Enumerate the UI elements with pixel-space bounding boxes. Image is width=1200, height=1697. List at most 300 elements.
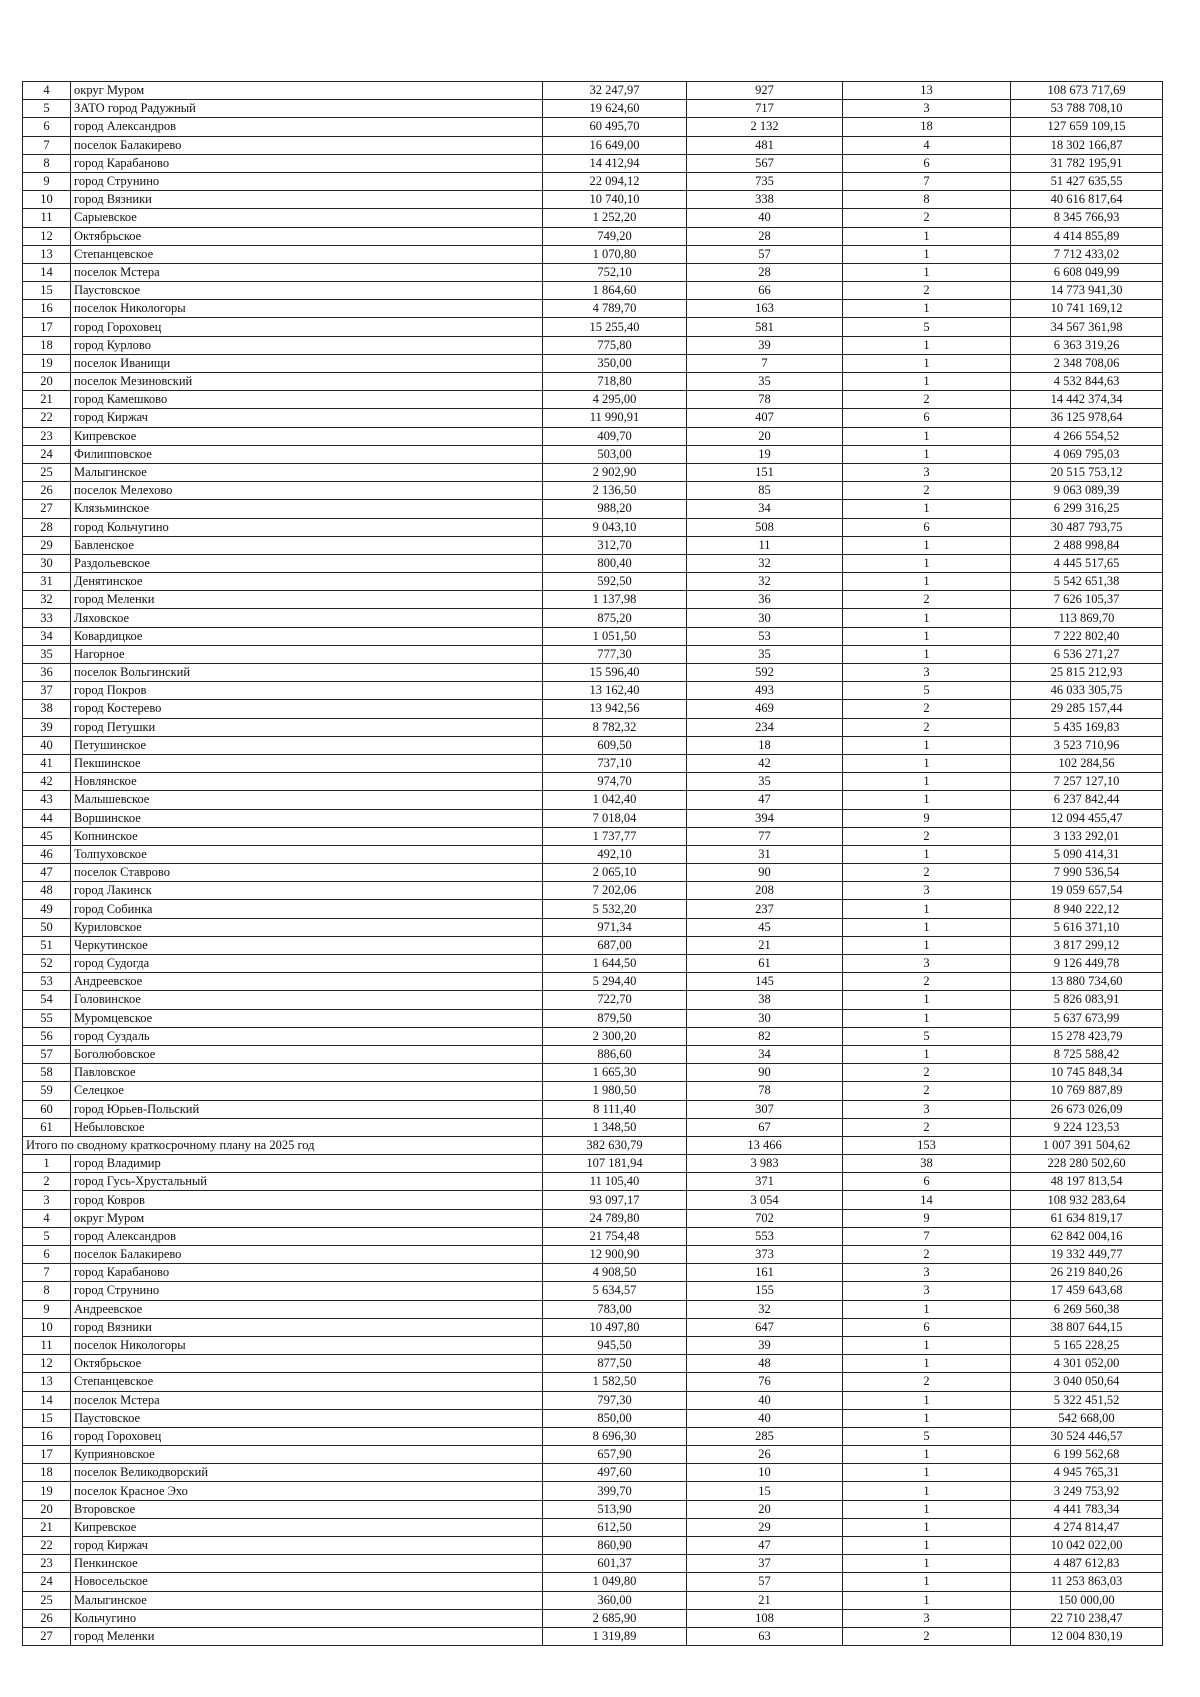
area-cell: 2 685,90 [543,1609,687,1627]
cost-cell: 12 004 830,19 [1011,1627,1163,1645]
table-row [23,718,1163,736]
table-row [23,554,1163,572]
people-cell: 32 [687,1300,843,1318]
people-cell: 35 [687,373,843,391]
people-cell: 237 [687,900,843,918]
table-row [23,864,1163,882]
table-row [23,263,1163,281]
cost-cell: 31 782 195,91 [1011,154,1163,172]
municipality-name: город Струнино [71,1282,543,1300]
people-cell: 702 [687,1209,843,1227]
people-cell: 647 [687,1318,843,1336]
houses-cell: 1 [843,536,1011,554]
table-row [23,445,1163,463]
people-cell: 108 [687,1609,843,1627]
area-cell: 592,50 [543,573,687,591]
houses-cell: 9 [843,1209,1011,1227]
area-cell: 1 049,80 [543,1573,687,1591]
people-cell: 53 [687,627,843,645]
people-cell: 90 [687,864,843,882]
houses-cell: 2 [843,391,1011,409]
row-number: 40 [23,736,71,754]
table-row [23,1009,1163,1027]
people-cell: 42 [687,754,843,772]
area-cell: 8 111,40 [543,1100,687,1118]
row-number: 25 [23,463,71,481]
table-row [23,1500,1163,1518]
municipality-name: поселок Великодворский [71,1464,543,1482]
row-number: 6 [23,1246,71,1264]
area-cell: 14 412,94 [543,154,687,172]
municipality-name: город Покров [71,682,543,700]
table-row [23,482,1163,500]
cost-cell: 6 199 562,68 [1011,1446,1163,1464]
municipality-name: город Карабаново [71,1264,543,1282]
area-cell: 7 202,06 [543,882,687,900]
area-cell: 687,00 [543,936,687,954]
cost-cell: 34 567 361,98 [1011,318,1163,336]
area-cell: 93 097,17 [543,1191,687,1209]
area-cell: 1 051,50 [543,627,687,645]
people-cell: 40 [687,209,843,227]
row-number: 27 [23,1627,71,1645]
cost-cell: 46 033 305,75 [1011,682,1163,700]
row-number: 22 [23,409,71,427]
municipality-name: поселок Никологоры [71,300,543,318]
area-cell: 850,00 [543,1409,687,1427]
people-cell: 36 [687,591,843,609]
table-row [23,918,1163,936]
area-cell: 312,70 [543,536,687,554]
municipality-name: город Юрьев-Польский [71,1100,543,1118]
area-cell: 800,40 [543,554,687,572]
row-number: 34 [23,627,71,645]
area-cell: 2 136,50 [543,482,687,500]
table-row [23,391,1163,409]
houses-cell: 1 [843,1573,1011,1591]
municipality-name: Куприяновское [71,1446,543,1464]
people-cell: 481 [687,136,843,154]
people-cell: 285 [687,1427,843,1445]
municipality-name: Боголюбовское [71,1045,543,1063]
municipality-name: поселок Мезиновский [71,373,543,391]
municipality-name: Денятинское [71,573,543,591]
houses-cell: 3 [843,882,1011,900]
table-row [23,973,1163,991]
row-number: 10 [23,191,71,209]
people-cell: 10 [687,1464,843,1482]
area-cell: 775,80 [543,336,687,354]
cost-cell: 12 094 455,47 [1011,809,1163,827]
municipality-name: Кипревское [71,427,543,445]
cost-cell: 127 659 109,15 [1011,118,1163,136]
municipality-name: ЗАТО город Радужный [71,100,543,118]
people-cell: 493 [687,682,843,700]
houses-cell: 7 [843,172,1011,190]
people-cell: 469 [687,700,843,718]
municipality-name: город Киржач [71,1537,543,1555]
table-row [23,791,1163,809]
total-row [23,1136,1163,1154]
area-cell: 974,70 [543,773,687,791]
people-cell: 553 [687,1227,843,1245]
table-row [23,245,1163,263]
table-row [23,100,1163,118]
municipality-name: Селецкое [71,1082,543,1100]
row-number: 43 [23,791,71,809]
municipality-name: поселок Мстера [71,1391,543,1409]
area-cell: 1 348,50 [543,1118,687,1136]
cost-cell: 6 536 271,27 [1011,645,1163,663]
area-cell: 988,20 [543,500,687,518]
people-cell: 63 [687,1627,843,1645]
cost-cell: 26 219 840,26 [1011,1264,1163,1282]
municipality-name: город Вязники [71,1318,543,1336]
row-number: 10 [23,1318,71,1336]
row-number: 21 [23,391,71,409]
row-number: 15 [23,282,71,300]
row-number: 42 [23,773,71,791]
row-number: 17 [23,318,71,336]
people-cell: 78 [687,391,843,409]
cost-cell: 108 673 717,69 [1011,82,1163,100]
people-cell: 77 [687,827,843,845]
houses-cell: 2 [843,1627,1011,1645]
cost-cell: 7 626 105,37 [1011,591,1163,609]
area-cell: 718,80 [543,373,687,391]
municipality-name: округ Муром [71,1209,543,1227]
people-cell: 2 132 [687,118,843,136]
houses-cell: 5 [843,318,1011,336]
area-cell: 797,30 [543,1391,687,1409]
table-row [23,1591,1163,1609]
row-number: 23 [23,427,71,445]
area-cell: 1 042,40 [543,791,687,809]
people-cell: 57 [687,1573,843,1591]
people-cell: 29 [687,1518,843,1536]
cost-cell: 48 197 813,54 [1011,1173,1163,1191]
table-row [23,1209,1163,1227]
municipality-name: Октябрьское [71,1355,543,1373]
houses-cell: 8 [843,191,1011,209]
table-row [23,1482,1163,1500]
cost-cell: 53 788 708,10 [1011,100,1163,118]
cost-cell: 10 042 022,00 [1011,1537,1163,1555]
area-cell: 1 252,20 [543,209,687,227]
table-row [23,773,1163,791]
table-row [23,518,1163,536]
people-cell: 34 [687,1045,843,1063]
row-number: 29 [23,536,71,554]
table-row [23,682,1163,700]
people-cell: 21 [687,936,843,954]
municipality-name: Петушинское [71,736,543,754]
cost-cell: 15 278 423,79 [1011,1027,1163,1045]
houses-cell: 5 [843,682,1011,700]
people-cell: 7 [687,354,843,372]
houses-cell: 2 [843,209,1011,227]
row-number: 60 [23,1100,71,1118]
houses-cell: 1 [843,245,1011,263]
row-number: 41 [23,754,71,772]
people-cell: 155 [687,1282,843,1300]
cost-cell: 36 125 978,64 [1011,409,1163,427]
total-label: Итого по сводному краткосрочному плану на 2025 год [23,1136,543,1154]
people-cell: 21 [687,1591,843,1609]
houses-cell: 1 [843,1537,1011,1555]
cost-cell: 7 222 802,40 [1011,627,1163,645]
row-number: 12 [23,1355,71,1373]
table-row [23,1173,1163,1191]
table-row [23,1573,1163,1591]
municipality-name: Паустовское [71,1409,543,1427]
people-cell: 18 [687,736,843,754]
table-row [23,1227,1163,1245]
total-houses: 153 [843,1136,1011,1154]
row-number: 49 [23,900,71,918]
people-cell: 208 [687,882,843,900]
area-cell: 7 018,04 [543,809,687,827]
table-row [23,282,1163,300]
area-cell: 5 294,40 [543,973,687,991]
municipality-name: Кольчугино [71,1609,543,1627]
houses-cell: 1 [843,1518,1011,1536]
cost-cell: 3 817 299,12 [1011,936,1163,954]
municipality-name: город Карабаново [71,154,543,172]
people-cell: 35 [687,645,843,663]
row-number: 57 [23,1045,71,1063]
houses-cell: 1 [843,1464,1011,1482]
cost-cell: 228 280 502,60 [1011,1155,1163,1173]
cost-cell: 542 668,00 [1011,1409,1163,1427]
people-cell: 40 [687,1409,843,1427]
cost-cell: 6 608 049,99 [1011,263,1163,281]
row-number: 58 [23,1064,71,1082]
cost-cell: 3 523 710,96 [1011,736,1163,754]
row-number: 3 [23,1191,71,1209]
houses-cell: 1 [843,573,1011,591]
houses-cell: 1 [843,1591,1011,1609]
municipality-name: Головинское [71,991,543,1009]
table-row [23,1427,1163,1445]
houses-cell: 3 [843,1264,1011,1282]
cost-cell: 61 634 819,17 [1011,1209,1163,1227]
cost-cell: 20 515 753,12 [1011,463,1163,481]
people-cell: 20 [687,427,843,445]
houses-cell: 1 [843,1355,1011,1373]
houses-cell: 2 [843,1246,1011,1264]
table-row [23,1336,1163,1354]
table-row [23,1264,1163,1282]
municipality-name: Малышевское [71,791,543,809]
people-cell: 338 [687,191,843,209]
houses-cell: 1 [843,373,1011,391]
row-number: 36 [23,664,71,682]
area-cell: 1 980,50 [543,1082,687,1100]
table-row [23,318,1163,336]
table-row [23,427,1163,445]
row-number: 37 [23,682,71,700]
cost-cell: 5 322 451,52 [1011,1391,1163,1409]
row-number: 9 [23,1300,71,1318]
municipality-name: Черкутинское [71,936,543,954]
houses-cell: 1 [843,445,1011,463]
people-cell: 3 054 [687,1191,843,1209]
area-cell: 60 495,70 [543,118,687,136]
people-cell: 151 [687,463,843,481]
area-cell: 24 789,80 [543,1209,687,1227]
table-row [23,1191,1163,1209]
row-number: 45 [23,827,71,845]
row-number: 13 [23,1373,71,1391]
table-row [23,1537,1163,1555]
municipality-name: город Владимир [71,1155,543,1173]
people-cell: 66 [687,282,843,300]
table-row [23,409,1163,427]
houses-cell: 1 [843,427,1011,445]
row-number: 53 [23,973,71,991]
table-row [23,1282,1163,1300]
municipality-name: поселок Мелехово [71,482,543,500]
table-row [23,227,1163,245]
municipality-name: город Меленки [71,1627,543,1645]
area-cell: 2 300,20 [543,1027,687,1045]
area-cell: 783,00 [543,1300,687,1318]
cost-cell: 3 040 050,64 [1011,1373,1163,1391]
municipality-name: поселок Балакирево [71,1246,543,1264]
area-cell: 4 789,70 [543,300,687,318]
people-cell: 161 [687,1264,843,1282]
cost-cell: 102 284,56 [1011,754,1163,772]
municipality-name: Филипповское [71,445,543,463]
houses-cell: 1 [843,773,1011,791]
table-row [23,118,1163,136]
houses-cell: 1 [843,609,1011,627]
table-row [23,627,1163,645]
cost-cell: 2 488 998,84 [1011,536,1163,554]
row-number: 61 [23,1118,71,1136]
houses-cell: 1 [843,991,1011,1009]
area-cell: 513,90 [543,1500,687,1518]
row-number: 18 [23,336,71,354]
municipality-name: Воршинское [71,809,543,827]
people-cell: 20 [687,1500,843,1518]
people-cell: 32 [687,554,843,572]
area-cell: 971,34 [543,918,687,936]
row-number: 26 [23,482,71,500]
row-number: 35 [23,645,71,663]
houses-cell: 6 [843,154,1011,172]
municipality-name: Малыгинское [71,1591,543,1609]
area-cell: 749,20 [543,227,687,245]
people-cell: 927 [687,82,843,100]
area-cell: 2 065,10 [543,864,687,882]
table-row [23,736,1163,754]
houses-cell: 2 [843,827,1011,845]
row-number: 4 [23,82,71,100]
table-row [23,1246,1163,1264]
row-number: 19 [23,354,71,372]
municipality-name: город Лакинск [71,882,543,900]
municipality-name: город Меленки [71,591,543,609]
row-number: 38 [23,700,71,718]
people-cell: 28 [687,227,843,245]
cost-cell: 4 414 855,89 [1011,227,1163,245]
houses-cell: 1 [843,1336,1011,1354]
people-cell: 78 [687,1082,843,1100]
municipality-name: Копнинское [71,827,543,845]
table-row [23,336,1163,354]
area-cell: 657,90 [543,1446,687,1464]
cost-cell: 19 332 449,77 [1011,1246,1163,1264]
houses-cell: 1 [843,1482,1011,1500]
table-row [23,1155,1163,1173]
area-cell: 409,70 [543,427,687,445]
municipal-plan-table [22,81,1163,1646]
municipality-name: Бавленское [71,536,543,554]
municipality-name: Паустовское [71,282,543,300]
table-row [23,1555,1163,1573]
cost-cell: 7 257 127,10 [1011,773,1163,791]
area-cell: 1 864,60 [543,282,687,300]
table-row [23,700,1163,718]
table-row [23,1464,1163,1482]
municipality-name: Новлянское [71,773,543,791]
row-number: 16 [23,300,71,318]
cost-cell: 14 442 374,34 [1011,391,1163,409]
cost-cell: 6 363 319,26 [1011,336,1163,354]
row-number: 7 [23,136,71,154]
cost-cell: 5 542 651,38 [1011,573,1163,591]
table-total-section [23,1136,1163,1154]
houses-cell: 1 [843,354,1011,372]
table-row [23,1300,1163,1318]
houses-cell: 9 [843,809,1011,827]
people-cell: 90 [687,1064,843,1082]
cost-cell: 3 133 292,01 [1011,827,1163,845]
row-number: 31 [23,573,71,591]
houses-cell: 1 [843,1555,1011,1573]
area-cell: 16 649,00 [543,136,687,154]
municipality-name: город Гороховец [71,318,543,336]
table-row [23,1064,1163,1082]
table-row [23,463,1163,481]
houses-cell: 2 [843,1064,1011,1082]
people-cell: 11 [687,536,843,554]
cost-cell: 108 932 283,64 [1011,1191,1163,1209]
table-row [23,827,1163,845]
people-cell: 592 [687,664,843,682]
area-cell: 350,00 [543,354,687,372]
municipality-name: город Киржач [71,409,543,427]
municipality-name: поселок Иванищи [71,354,543,372]
cost-cell: 5 616 371,10 [1011,918,1163,936]
municipality-name: Толпуховское [71,845,543,863]
cost-cell: 26 673 026,09 [1011,1100,1163,1118]
row-number: 15 [23,1409,71,1427]
table-row [23,1391,1163,1409]
people-cell: 48 [687,1355,843,1373]
total-people: 13 466 [687,1136,843,1154]
table-row [23,591,1163,609]
row-number: 17 [23,1446,71,1464]
row-number: 52 [23,955,71,973]
row-number: 30 [23,554,71,572]
area-cell: 10 740,10 [543,191,687,209]
people-cell: 47 [687,791,843,809]
area-cell: 10 497,80 [543,1318,687,1336]
table-row [23,1627,1163,1645]
